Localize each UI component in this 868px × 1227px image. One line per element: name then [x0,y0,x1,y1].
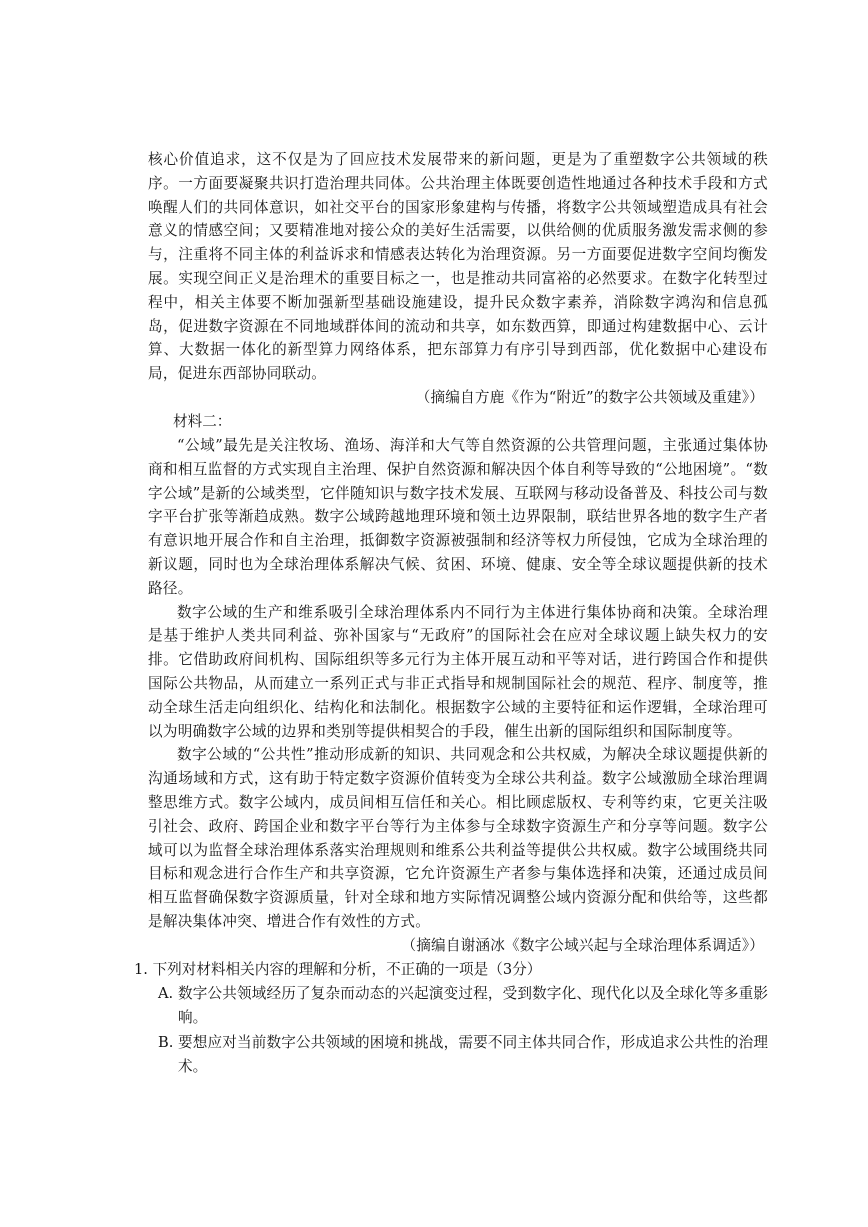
material-two-source: （摘编自谢涵冰《数字公域兴起与全球治理体系调适》） [401,936,764,954]
option-a-text: 数字公共领域经历了复杂而动态的兴起演变过程，受到数字化、现代化以及全球化等多重影响。 [178,984,768,1027]
page-content [134,148,768,1080]
question-1-stem: 1. 下列对材料相关内容的理解和分析，不正确的一项是（3分） [134,960,542,978]
material-one-source: （摘编自方鹿《作为“附近”的数字公共领域及重建》） [415,388,764,406]
material-one-paragraph: 核心价值追求，这不仅是为了回应技术发展带来的新问题，更是为了重塑数字公共领域的秩序。一方面要凝聚共识打造治理共同体。公共治理主体既要创造性地通过各种技术手段和方式唤醒人们的共同体意识，如社交平台的国家形象建构与传播，将数字公共领域塑造成具有社会意义的情感空间；又要精准地对接公众的美好生活需要，以供给侧的优质服务激发需求侧的参与，注重将不同主体的利益诉求和情感表达转化为治理资源。另一方面要促进数字空间均衡发展。实现空间正义是治理术的重要目标之一，也是推动共同富裕的必然要求。在数字化转型过程中，相关主体要不断加强新型基础设施建设，提升民众数字素养，消除数字鸿沟和信息孤岛，促进数字资源在不同地域群体间的流动和共享，如东数西算，即通过构建数据中心、云计算、大数据一体化的新型算力网络体系，把东部算力有序引导到西部，优化数据中心建设布局，促进东西部协同联动。 [148,151,768,383]
material-two-paragraph-3: 数字公域的“公共性”推动形成新的知识、共同观念和公共权威，为解决全球议题提供新的沟通场域和方式，这有助于特定数字资源价值转变为全球公共利益。数字公域激励全球治理调整思维方式。数字公域内，成员间相互信任和关心。相比顾虑版权、专利等约束，它更关注吸引社会、政府、跨国企业和数字平台等行为主体参与全球数字资源生产和分享等问题。数字公域可以为监督全球治理体系落实治理规则和维系公共利益等提供公共权威。数字公域围绕共同目标和观念进行合作生产和共享资源，它允许资源生产者参与集体选择和决策，还通过成员间相互监督确保数字资源质量，针对全球和地方实际情况调整公域内资源分配和供给等，这些都是解决集体冲突、增进合作有效性的方式。 [148,746,768,930]
option-a-letter: A. [158,984,174,1002]
option-b-letter: B. [158,1033,174,1051]
option-a [158,982,768,1031]
material-two-paragraph-2: 数字公域的生产和维系吸引全球治理体系内不同行为主体进行集体协商和决策。全球治理是基于维护人类共同利益、弥补国家与“无政府”的国际社会在应对全球议题上缺失权力的安排。它借助政府间机构、国际组织等多元行为主体开展互动和平等对话，进行跨国合作和提供国际公共物品，从而建立一系列正式与非正式指导和规制国际社会的规范、程序、制度等，推动全球生活走向组织化、结构化和法制化。根据数字公域的主要特征和运作逻辑，全球治理可以为明确数字公域的边界和类别等提供相契合的手段，催生出新的国际组织和国际制度等。 [148,603,768,740]
material-two-heading: 材料二： [173,412,232,430]
option-b [158,1031,768,1080]
option-b-text: 要想应对当前数字公共领域的困境和挑战，需要不同主体共同合作，形成追求公共性的治理术。 [178,1033,768,1076]
material-two-paragraph-1: “公域”最先是关注牧场、渔场、海洋和大气等自然资源的公共管理问题，主张通过集体协商和相互监督的方式实现自主治理、保护自然资源和解决因个体自利等导致的“公地困境”。“数字公域”是新的公域类型，它伴随知识与数字技术发展、互联网与移动设备普及、科技公司与数字平台扩张等渐趋成熟。数字公域跨越地理环境和领土边界限制，联结世界各地的数字生产者有意识地开展合作和自主治理，抵御数字资源被强制和经济等权力所侵蚀，它成为全球治理的新议题，同时也为全球治理体系解决气候、贫困、环境、健康、安全等全球议题提供新的技术路径。 [148,436,768,597]
